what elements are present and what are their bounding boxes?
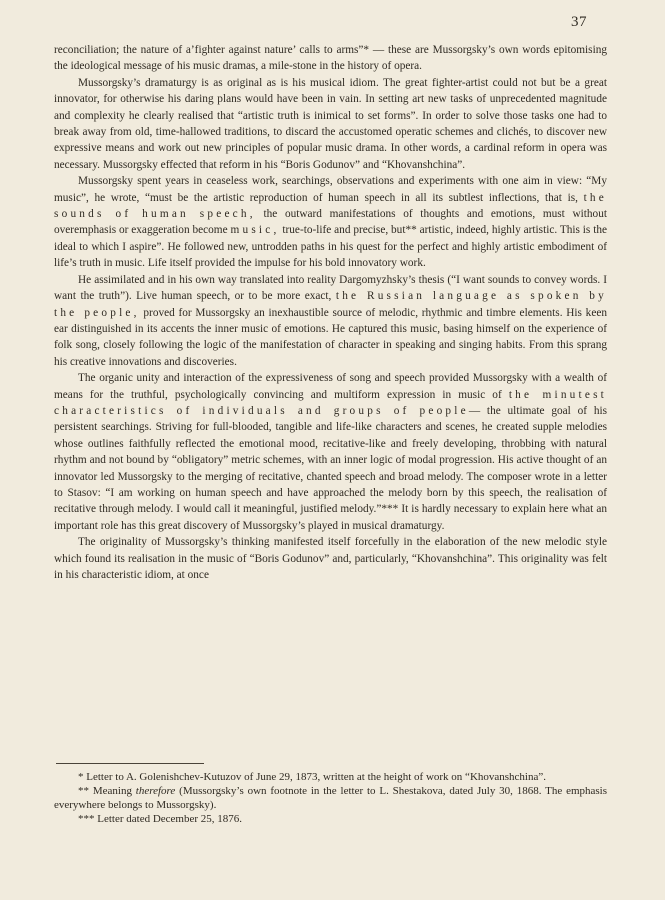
paragraph-3-spaced-b: music,: [230, 224, 280, 237]
paragraph-3-text-a: Mussorgsky spent years in ceaseless work, searchings, observations and experiments with one aim in view: “My music”, he wrote, “must be the artistic reproduction of human speech in all its subtlest inflections, that is,: [54, 175, 607, 204]
footnotes: [54, 770, 607, 826]
paragraph-3: [54, 173, 607, 271]
paragraph-4-text-a: He assimilated and in his own way translated into reality Dargomyzhsky’s thesis (“I want sounds to convey words. I want the truth”). Live human speech, or to be more exact,: [54, 273, 607, 303]
footnote-2-prefix: ** Meaning: [78, 785, 132, 797]
paragraph-5-text-a: The organic unity and interaction of the expressiveness of song and speech provided Mussorgsky with a wealth of means for the truthful, psychologically convincing and multiform expression in music of: [54, 372, 607, 401]
paragraph-3-text-b: the outward manifestations of thoughts and emotions, must without overemphasis or exaggeration become: [54, 208, 607, 237]
paragraph-3-text-c: true-to-life and precise, but** artistic, indeed, highly artistic. This is the ideal to which I aspire”. He followed new, untrodden paths in his quest for the perfect and highly artistic embodiment of life’s truth in music. Life itself provided the impulse for his bold innovatory work.: [54, 224, 608, 270]
footnote-1: * Letter to A. Golenishchev-Kutuzov of June 29, 1873, written at the height of work on “Khovanshchina”.: [78, 771, 546, 783]
page-number: 37: [571, 14, 587, 30]
paragraph-4-spaced: the Russian language as spoken by the people,: [54, 290, 607, 319]
paragraph-4: [54, 272, 607, 370]
paragraph-3-spaced-a: the sounds of human speech,: [54, 191, 607, 221]
paragraph-4-text-b: proved for Mussorgsky an inexhaustible source of melodic, rhythmic and timbre elements. His keen ear distinguished in its accents the inner music of emotions. He captured this music, basing himself on the experience of folk song, closely following the logic of the manifestation of character in speaking and singing habits. From this sprang his creative innovations and discoveries.: [54, 306, 607, 368]
footnote-3: *** Letter dated December 25, 1876.: [78, 813, 243, 825]
footnote-2-italic: therefore: [135, 785, 176, 797]
body-text: [54, 42, 607, 583]
footnote-2-rest: (Mussorgsky’s own footnote in the letter to L. Shestakova, dated July 30, 1868. The emphasis everywhere belongs to Mussorgsky).: [54, 785, 608, 811]
paragraph-5-text-b: — the ultimate goal of his persistent searchings. Striving for full-blooded, tangible and life-like characters and scenes, he created supple melodies whose outlines faithfully reflected the emotional mood, recitative-like and freely developing, throbbing with natural rhythm and not bound by “obligatory” metric schemes, with an inner logic of modal progression. His active thought of an innovator led Mussorgsky to the merging of recitative, chanted speech and broad melody. The composer wrote in a letter to Stasov: “I am working on human speech and have approached the melody born by this speech, the realisation of recitative through melody. I would call it meaningful, justified melody.”*** It is hardly necessary to explain here what an important role has this great discovery of Mussorgsky’s played in musical dramaturgy.: [54, 404, 608, 532]
paragraph-6: The originality of Mussorgsky’s thinking manifested itself forcefully in the elaboration of the new melodic style which found its realisation in the music of “Boris Godunov” and, particularly, “Khovanshchina”. This originality was felt in his characteristic idiom, at once: [54, 536, 607, 581]
paragraph-2: Mussorgsky’s dramaturgy is as original as is his musical idiom. The great fighter-artist could not but be a great innovator, for otherwise his daring plans would have been in vain. In setting art new tasks of unprecedented magnitude and complexity he clearly realised that “artistic truth is inimical to set forms”. In order to solve those tasks one had to break away from old, time-hallowed traditions, to discard the accustomed operatic schemes and clichés, to discover new expressive means and work out new principles of popular music drama. In other words, a cardinal reform in opera was necessary. Mussorgsky effected that reform in his “Boris Godunov” and “Khovanshchina”.: [54, 76, 607, 171]
footnote-2: [54, 784, 607, 812]
paragraph-5: [54, 370, 607, 534]
paragraph-1: reconciliation; the nature of a’fighter against nature’ calls to arms”* — these are Mussorgsky’s own words epitomising the ideological message of his music dramas, a mile-stone in the history of opera.: [54, 44, 607, 73]
paragraph-5-spaced: the minutest characteristics of individuals and groups of people: [54, 388, 607, 417]
footnote-rule: [56, 763, 204, 764]
